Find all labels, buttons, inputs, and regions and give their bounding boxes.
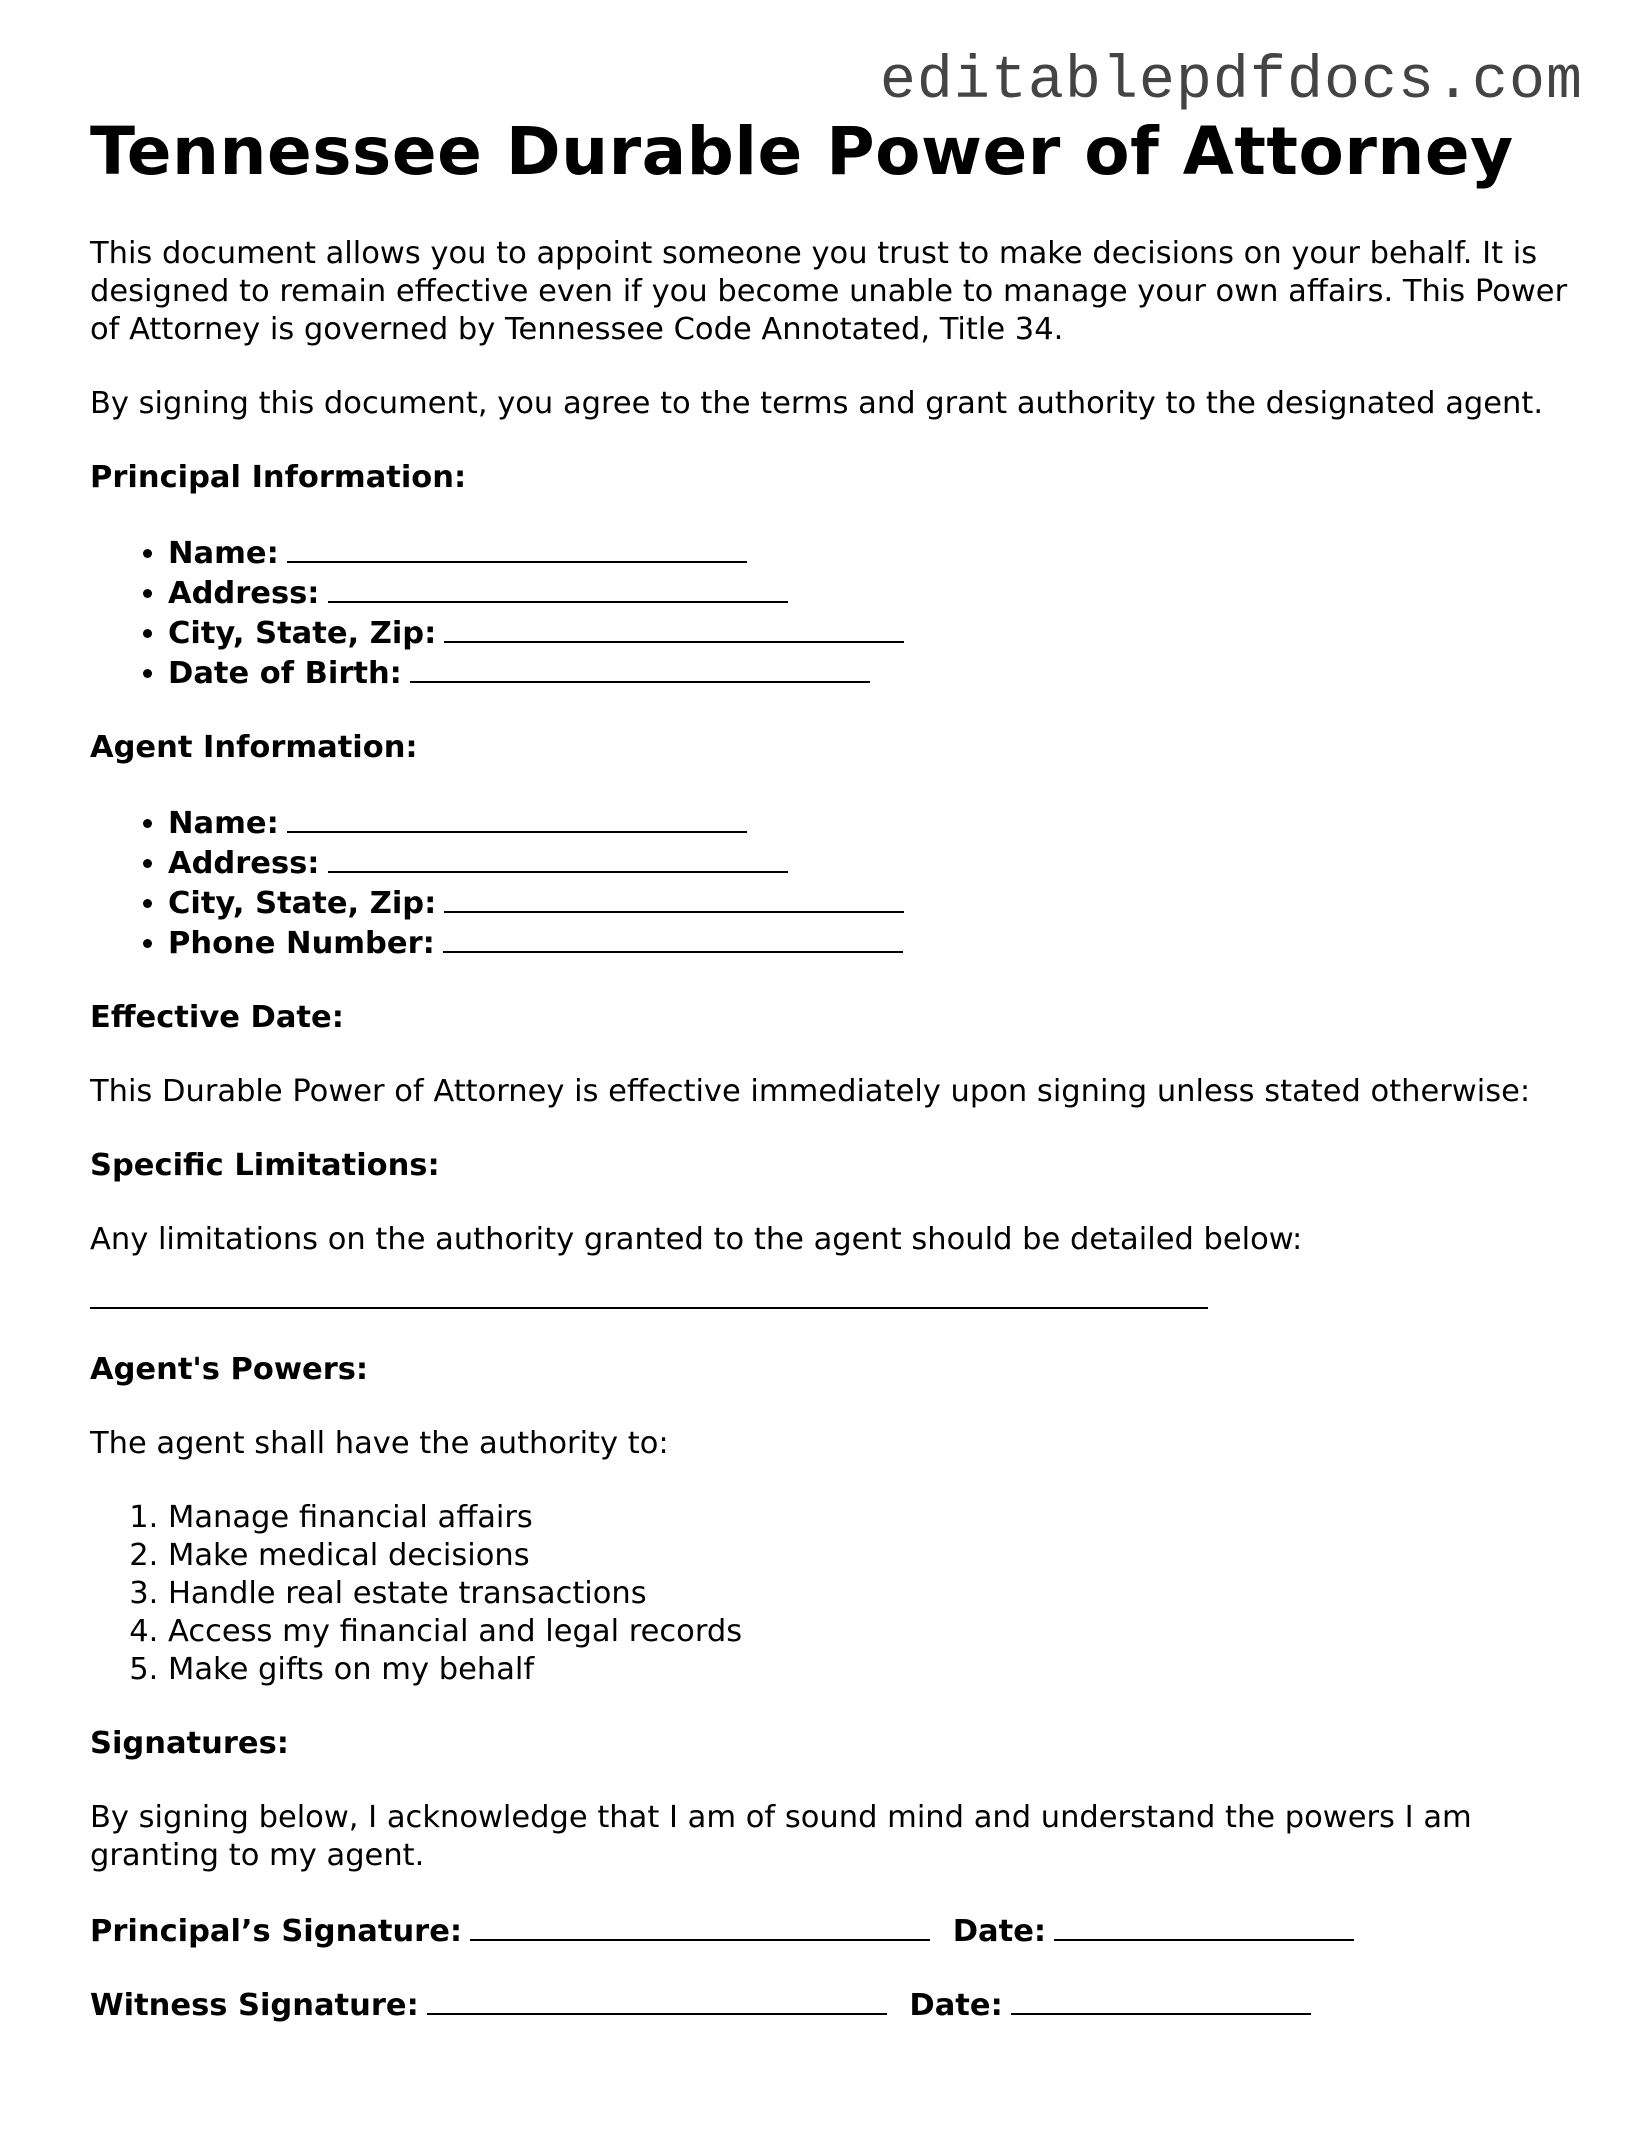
principal-dob-field[interactable] xyxy=(168,653,1570,693)
agent-heading: Agent Information: xyxy=(90,729,418,765)
agent-address-blank[interactable] xyxy=(328,843,788,873)
principal-city-state-zip-field[interactable] xyxy=(168,613,1570,653)
field-label: Name: xyxy=(168,805,279,841)
list-item: 2. Make medical decisions xyxy=(168,1537,1570,1575)
list-item: 3. Handle real estate transactions xyxy=(168,1575,1570,1613)
field-label: Address: xyxy=(168,575,320,611)
limitations-line xyxy=(90,1279,1570,1317)
field-label: Date of Birth: xyxy=(168,655,402,691)
list-item: 1. Manage financial affairs xyxy=(168,1499,1570,1537)
principal-date-blank[interactable] xyxy=(1054,1911,1354,1941)
witness-signature-label: Witness Signature: xyxy=(90,1987,419,2023)
principal-address-field[interactable] xyxy=(168,573,1570,613)
agent-fields xyxy=(90,803,1570,963)
agent-name-field[interactable] xyxy=(168,803,1570,843)
witness-date-label: Date: xyxy=(909,1987,1003,2023)
witness-signature-line xyxy=(90,1985,1570,2025)
witness-date-blank[interactable] xyxy=(1011,1985,1311,2015)
field-label: Phone Number: xyxy=(168,925,435,961)
limitations-heading: Specific Limitations: xyxy=(90,1147,440,1183)
limitations-blank[interactable] xyxy=(90,1279,1208,1309)
limitations-text: Any limitations on the authority granted to the agent should be detailed below: xyxy=(90,1221,1303,1257)
agent-name-blank[interactable] xyxy=(287,803,747,833)
intro-paragraph-1: This document allows you to appoint someone you trust to make decisions on your behalf. It is designed to remain effective even if you become unable to manage your own affairs. This Power of Attorney is governed by Tennessee Code Annotated, Title 34. xyxy=(90,235,1568,347)
signatures-heading: Signatures: xyxy=(90,1725,289,1761)
document-title: Tennessee Durable Power of Attorney xyxy=(90,113,1514,190)
principal-dob-blank[interactable] xyxy=(410,653,870,683)
agent-powers-heading: Agent's Powers: xyxy=(90,1351,369,1387)
principal-signature-label: Principal’s Signature: xyxy=(90,1913,463,1949)
principal-heading: Principal Information: xyxy=(90,459,467,495)
agent-powers-text: The agent shall have the authority to: xyxy=(90,1425,669,1461)
agent-phone-field[interactable] xyxy=(168,923,1570,963)
principal-fields xyxy=(90,533,1570,693)
principal-address-blank[interactable] xyxy=(328,573,788,603)
signatures-text: By signing below, I acknowledge that I am of sound mind and understand the powers I am granting to my agent. xyxy=(90,1799,1472,1873)
effective-date-text: This Durable Power of Attorney is effective immediately upon signing unless stated otherwise: xyxy=(90,1073,1531,1109)
watermark: editablepdfdocs.com xyxy=(879,48,1583,116)
principal-date-label: Date: xyxy=(952,1913,1047,1949)
agent-city-state-zip-blank[interactable] xyxy=(444,883,904,913)
agent-city-state-zip-field[interactable] xyxy=(168,883,1570,923)
effective-date-heading: Effective Date: xyxy=(90,999,344,1035)
principal-name-blank[interactable] xyxy=(287,533,747,563)
principal-city-state-zip-blank[interactable] xyxy=(444,613,904,643)
list-item: 5. Make gifts on my behalf xyxy=(168,1651,1570,1689)
document-page xyxy=(90,113,1570,2059)
agent-address-field[interactable] xyxy=(168,843,1570,883)
principal-name-field[interactable] xyxy=(168,533,1570,573)
agent-phone-blank[interactable] xyxy=(443,923,903,953)
field-label: City, State, Zip: xyxy=(168,615,437,651)
intro-paragraph-2: By signing this document, you agree to the terms and grant authority to the designated agent. xyxy=(90,385,1544,421)
list-item: 4. Access my financial and legal records xyxy=(168,1613,1570,1651)
principal-signature-blank[interactable] xyxy=(470,1911,930,1941)
field-label: Address: xyxy=(168,845,320,881)
field-label: Name: xyxy=(168,535,279,571)
principal-signature-line xyxy=(90,1911,1570,1951)
agent-powers-list xyxy=(90,1499,1570,1689)
field-label: City, State, Zip: xyxy=(168,885,437,921)
witness-signature-blank[interactable] xyxy=(427,1985,887,2015)
